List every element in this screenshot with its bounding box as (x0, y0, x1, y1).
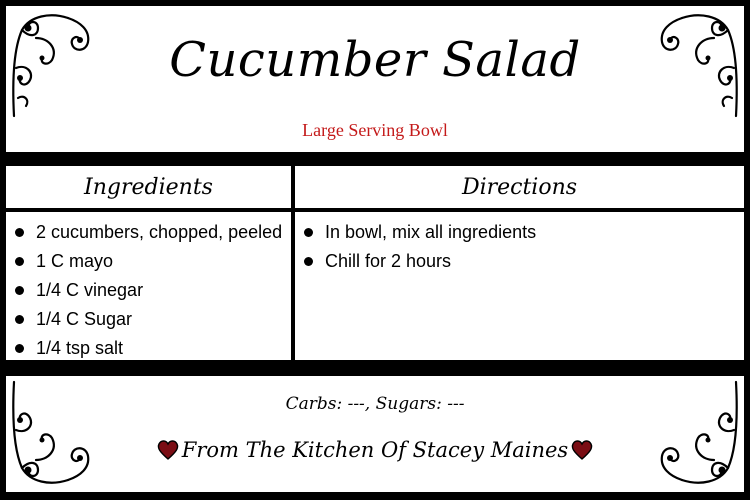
list-item: 1/4 tsp salt (6, 334, 291, 363)
serving-note: Large Serving Bowl (302, 120, 448, 140)
title-panel (6, 6, 744, 152)
list-item: 1/4 C vinegar (6, 276, 291, 305)
list-item: 2 cucumbers, chopped, peeled (6, 218, 291, 247)
ingredients-header: Ingredients (6, 166, 291, 208)
heart-icon (156, 438, 180, 462)
heart-icon (570, 438, 594, 462)
ingredients-cell (6, 212, 291, 360)
directions-cell (295, 212, 744, 360)
directions-header: Directions (295, 166, 744, 208)
directions-list (295, 212, 744, 276)
recipe-table (6, 166, 744, 362)
footer-panel (6, 376, 744, 492)
recipe-title: Cucumber Salad (169, 32, 581, 88)
attribution-text: From The Kitchen Of Stacey Maines (181, 438, 569, 462)
nutrition-info: Carbs: ---, Sugars: --- (285, 394, 465, 414)
attribution-line (6, 438, 744, 462)
list-item: 1 C mayo (6, 247, 291, 276)
ingredients-list (6, 212, 291, 363)
list-item: 1/4 C Sugar (6, 305, 291, 334)
list-item: Chill for 2 hours (295, 247, 744, 276)
list-item: In bowl, mix all ingredients (295, 218, 744, 247)
